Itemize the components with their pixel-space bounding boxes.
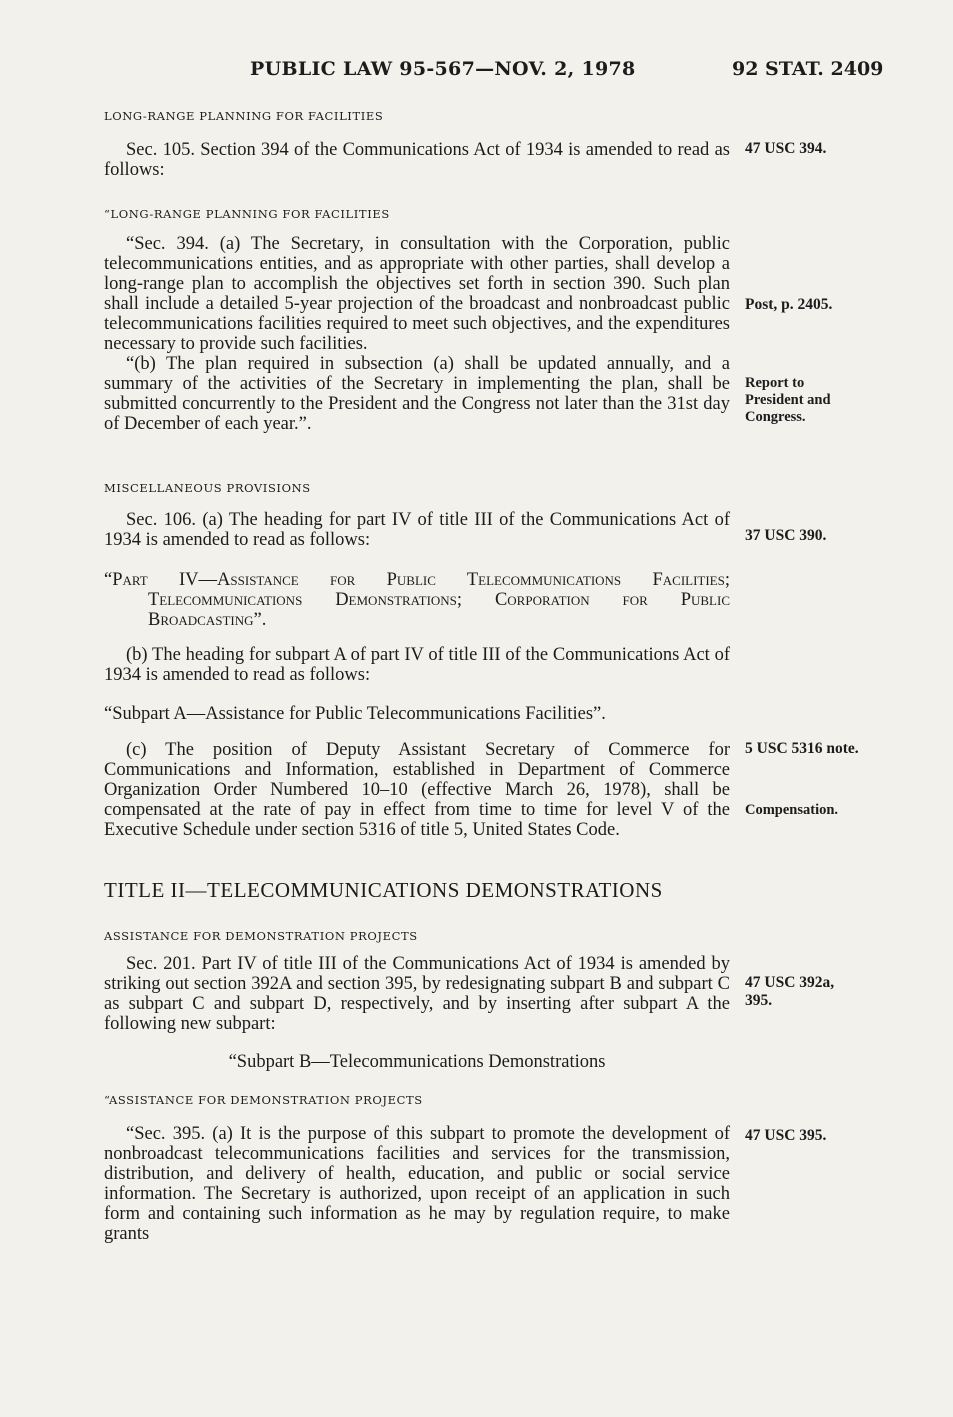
- title2-quoted-heading-block: [104, 1090, 730, 1110]
- page-header-title: PUBLIC LAW 95-567—NOV. 2, 1978: [250, 58, 636, 80]
- sec105-quoted-heading: “LONG-RANGE PLANNING FOR FACILITIES: [104, 207, 390, 221]
- sec106-para-c: (c) The position of Deputy Assistant Secretary of Commerce for Communications and Information, established in Department of Commerce Organization Order Numbered 10–10 (effective March 26, 1978), shall be compensated at the rate of pay in effect from time to time for level V of the Executive Schedule under section 5316 of title 5, United States Code.: [104, 740, 730, 840]
- sec106-para-c-block: [104, 740, 730, 840]
- sec394-paragraphs: [104, 234, 730, 434]
- sec105-text-block: [104, 140, 730, 180]
- page-header-stat: 92 STAT. 2409: [732, 58, 884, 80]
- sec105-text: Sec. 105. Section 394 of the Communications Act of 1934 is amended to read as follows:: [104, 140, 730, 180]
- margin-note-47usc395: 47 USC 395.: [745, 1127, 827, 1144]
- sec106-heading: MISCELLANEOUS PROVISIONS: [104, 481, 311, 495]
- title2-heading-block: [104, 926, 730, 946]
- sec106-heading-block: [104, 478, 730, 498]
- margin-note-report: Report to President and Congress.: [745, 375, 831, 425]
- title2-heading: ASSISTANCE FOR DEMONSTRATION PROJECTS: [104, 929, 418, 943]
- margin-note-post: Post, p. 2405.: [745, 296, 833, 313]
- subpart-b-title: “Subpart B—Telecommunications Demonstrations: [228, 1052, 606, 1072]
- sec105-quoted-heading-block: [104, 204, 730, 224]
- title2-block: [104, 880, 730, 900]
- sec394-para-b: “(b) The plan required in subsection (a) shall be updated annually, and a summary of the activities of the Secretary in implementing the plan, shall be submitted concurrently to the President and the Congress not later than the 31st day of December of each year.”.: [104, 354, 730, 434]
- sec106-para-a: Sec. 106. (a) The heading for part IV of title III of the Communications Act of 1934 is amended to read as follows:: [104, 510, 730, 550]
- margin-note-37usc390: 37 USC 390.: [745, 527, 827, 544]
- margin-note-47usc392a: 47 USC 392a, 395.: [745, 974, 835, 1009]
- margin-note-47usc394: 47 USC 394.: [745, 140, 827, 157]
- sec201-block: [104, 954, 730, 1034]
- title2-title: TITLE II—TELECOMMUNICATIONS DEMONSTRATIONS: [104, 878, 663, 902]
- sec106-para-b: (b) The heading for subpart A of part IV of title III of the Communications Act of 1934 is amended to read as follows:: [104, 645, 730, 685]
- subpart-b-block: [104, 1052, 730, 1072]
- margin-note-5usc5316: 5 USC 5316 note.: [745, 740, 859, 757]
- sec106-para-b-block: [104, 645, 730, 685]
- margin-note-compensation: Compensation.: [745, 802, 839, 818]
- sec105-heading: LONG-RANGE PLANNING FOR FACILITIES: [104, 109, 384, 123]
- sec395-text: “Sec. 395. (a) It is the purpose of this subpart to promote the development of nonbroadcast telecommunications facilities and services for the transmission, distribution, and delivery of health, education, and public or social service information. The Secretary is authorized, upon receipt of an application in such form and containing such information as he may by regulation require, to make grants: [104, 1124, 730, 1244]
- sec106-quoted-subpart: “Subpart A—Assistance for Public Telecommunications Facilities”.: [104, 704, 606, 724]
- sec106-para-a-block: [104, 510, 730, 550]
- title2-quoted-heading: “ASSISTANCE FOR DEMONSTRATION PROJECTS: [104, 1093, 423, 1107]
- sec105-heading-block: [104, 106, 730, 126]
- sec106-quoted-part: “Part IV—Assistance for Public Telecommunications Facilities; Telecommunications Demonstrations; Corporation for Public Broadcasting”.: [104, 570, 730, 630]
- sec201-text: Sec. 201. Part IV of title III of the Communications Act of 1934 is amended by striking out section 392A and section 395, by redesignating subpart B and subpart C as subpart C and subpart D, respectively, and by inserting after subpart A the following new subpart:: [104, 954, 730, 1034]
- sec395-block: [104, 1124, 730, 1244]
- sec106-quoted-part-block: [104, 570, 730, 630]
- sec394-para-a: “Sec. 394. (a) The Secretary, in consultation with the Corporation, public telecommunications entities, and as appropriate with other parties, shall develop a long-range plan to accomplish the objectives set forth in section 390. Such plan shall include a detailed 5-year projection of the broadcast and nonbroadcast public telecommunications facilities required to meet such objectives, and the expenditures necessary to provide such facilities.: [104, 234, 730, 354]
- sec106-quoted-subpart-block: [104, 704, 730, 724]
